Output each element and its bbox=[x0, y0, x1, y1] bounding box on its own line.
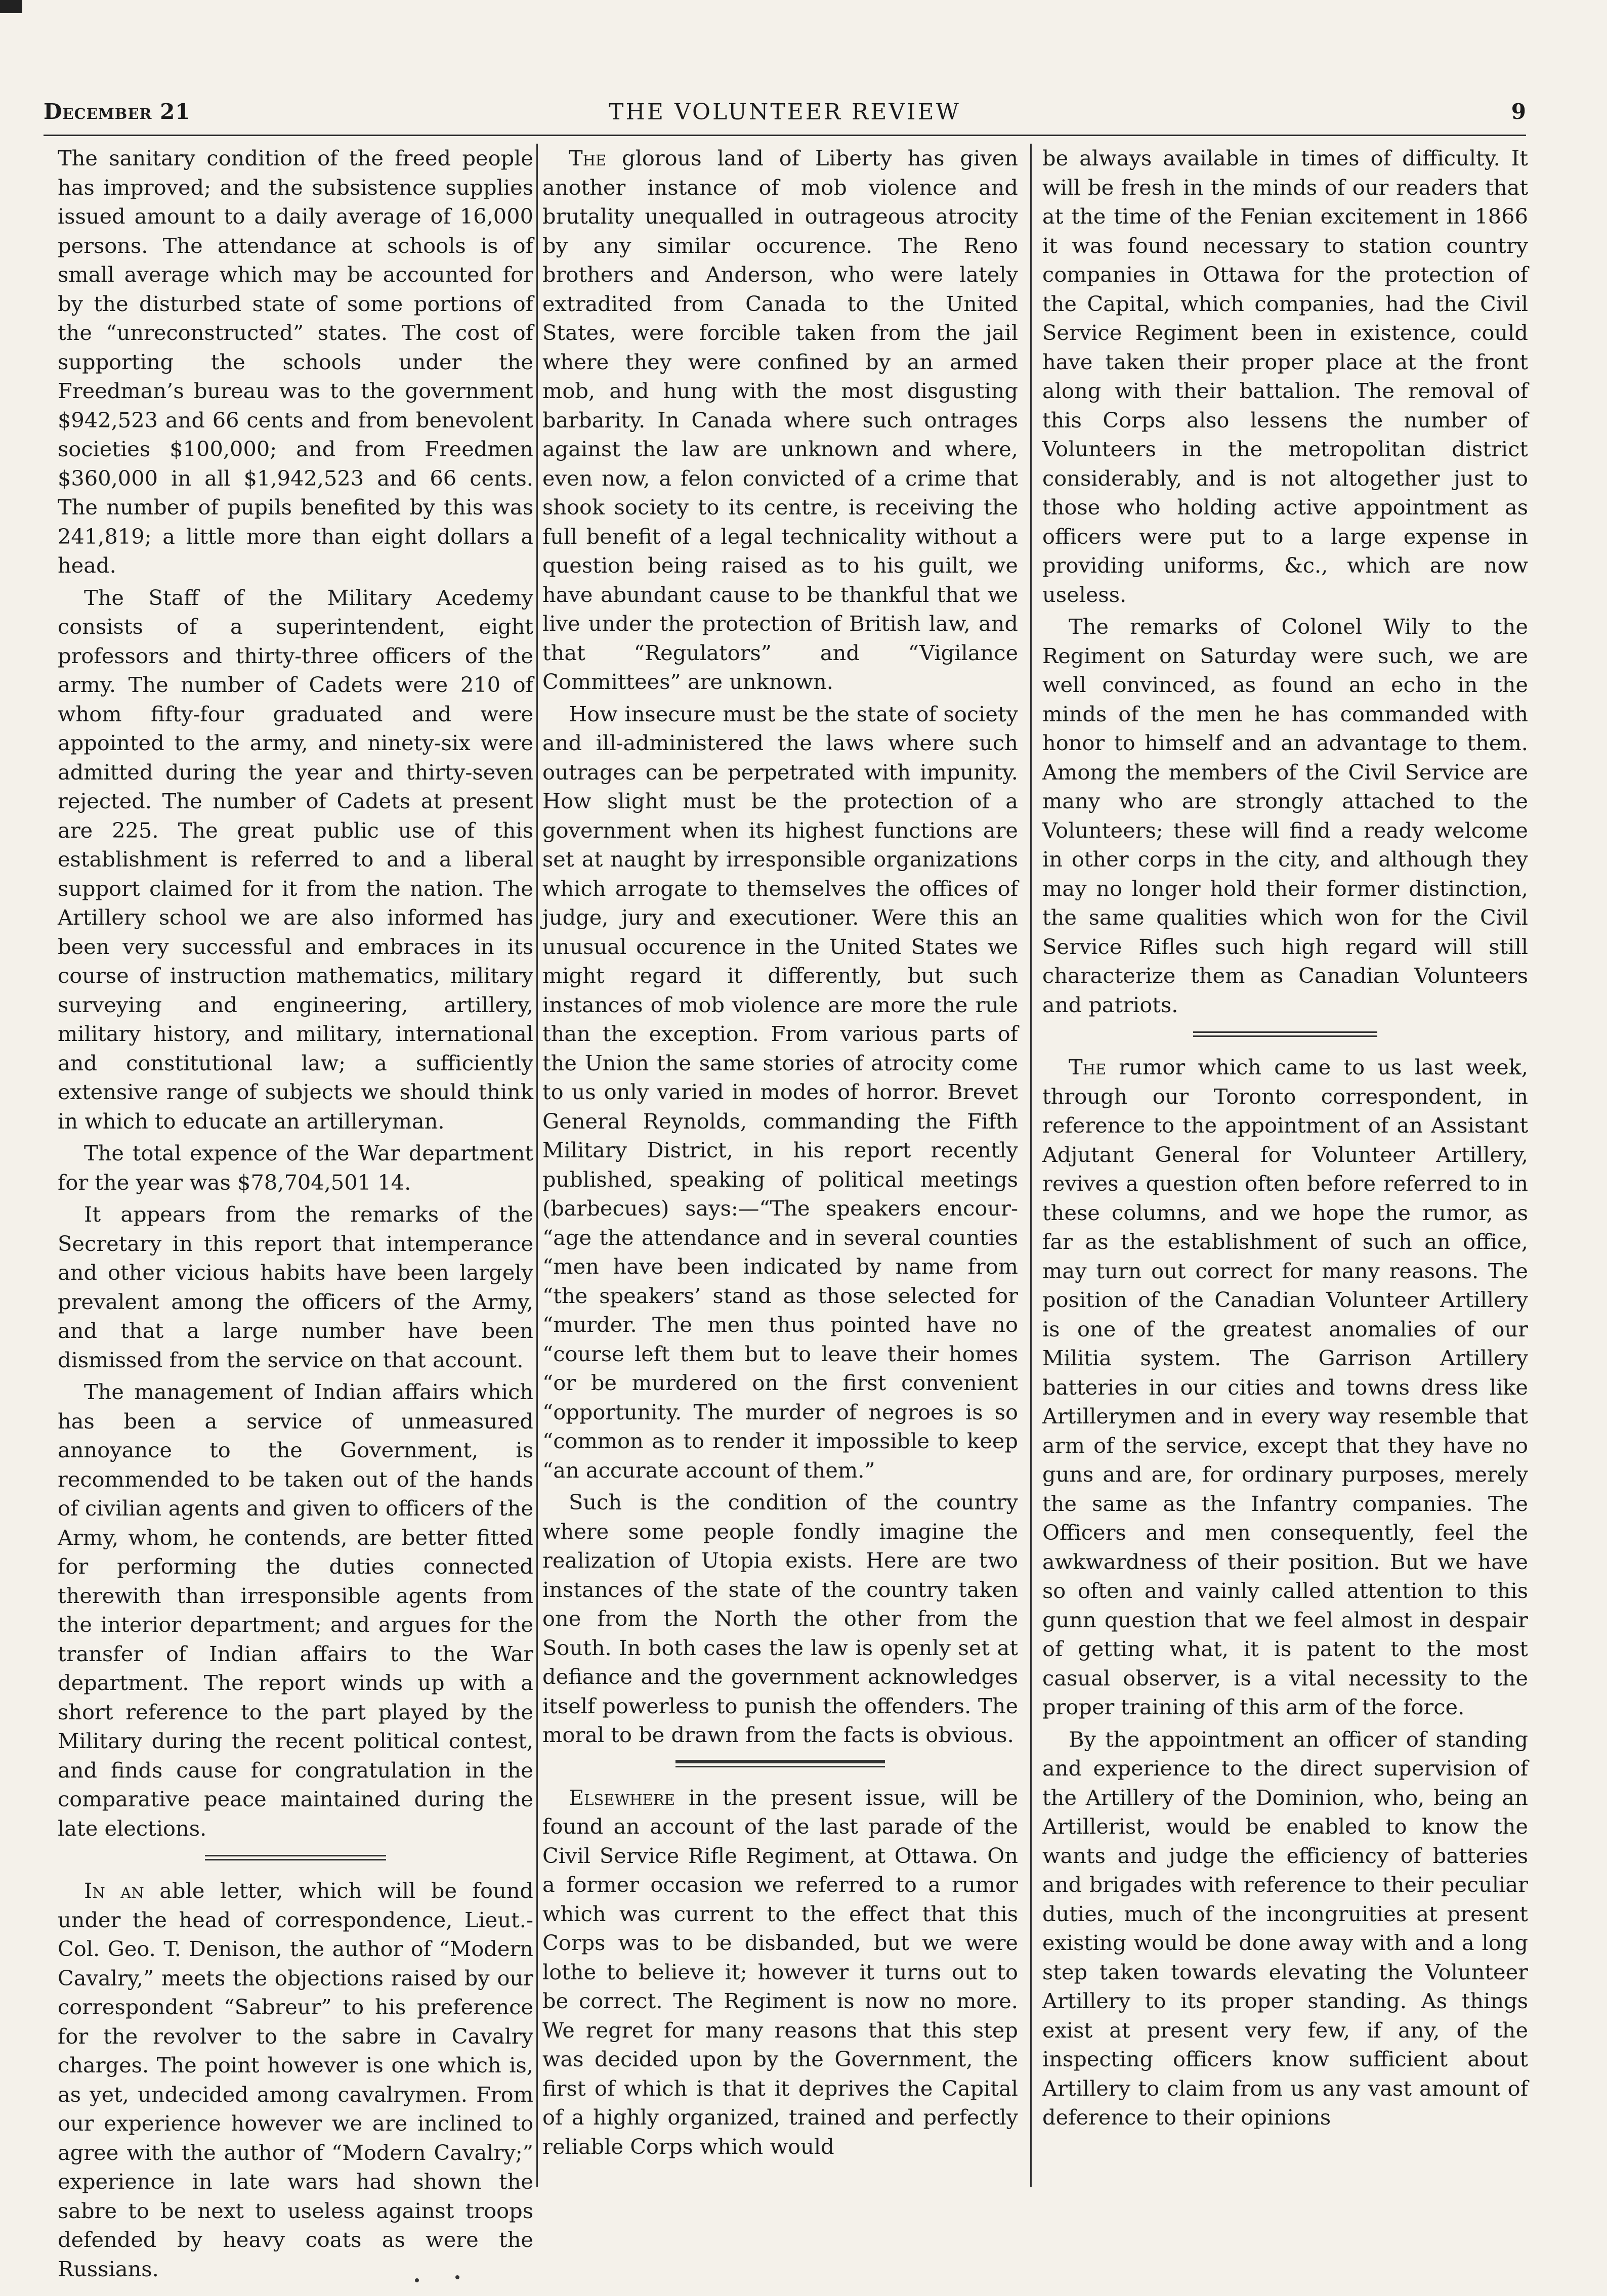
paragraph: be always available in times of difficulty. It will be fresh in the minds of our readers that at the time of the Fenian excitement in 1866 it was found necessary to station country companies in Ottawa for the protection of the Capital, which companies, had the Civil Service Regiment been in existence, could have taken their proper place at the front along with their battalion. The removal of this Corps also lessens the number of Volunteers in the metropolitan district considerably, and is not altogether just to those who holding active appointment as officers were put to a large expense in providing uniforms, &c., which are now useless. bbox=[1042, 146, 1528, 607]
section-divider bbox=[1042, 1028, 1528, 1042]
paragraph bbox=[542, 144, 1018, 697]
publication-title: THE VOLUNTEER REVIEW bbox=[609, 99, 961, 125]
column-3 bbox=[1042, 144, 1528, 2187]
lead-word: The bbox=[569, 146, 607, 170]
paragraph bbox=[58, 1876, 533, 2283]
paragraph: How insecure must be the state of society and ill-administered the laws where such outrages can be perpetrated with impunity. How slight must be the protection of a government when its highest functions are set at naught by irresponsible organizations which arrogate to themselves the offices of judge, jury and executioner. Were this an unusual occurence in the United States we might regard it differently, but such instances of mob violence are more the rule than the exception. From various parts of the Union the same stories of atrocity come to us only varied in modes of horror. Brevet General Reynolds, commanding the Fifth Military District, in his report recently published, speaking of political meetings (barbecues) says:—“The speakers encour- “age the attendance and in several counties “men have been indicated by name from “the speakers’ stand as those selected for “murder. The men thus pointed have no “course left them but to leave their homes “or be murdered on the first convenient “opportunity. The murder of negroes is so “common as to render it impossible to keep “an accurate account of them.” bbox=[542, 701, 1018, 1483]
paragraph: The total expence of the War department for the year was $78,704,501 14. bbox=[58, 1141, 533, 1195]
column-1 bbox=[58, 144, 533, 2281]
speck bbox=[455, 2275, 459, 2279]
paragraph: The management of Indian affairs which has been a service of unmeasured annoyance to the Government, is recommended to be taken out of the hands of civilian agents and given to officers of the Army, whom, he contends, are better fitted for performing the duties connected therewith than irresponsible agents from the interior department; and argues for the transfer of Indian affairs to the War department. The report winds up with a short reference to the part played by the Military during the recent political contest, and finds cause for congratulation in the comparative peace maintained during the late elections. bbox=[58, 1379, 533, 1841]
lead-word: The bbox=[1069, 1055, 1107, 1079]
paragraph: By the appointment an officer of standing and experience to the direct supervision of the Artillery of the Dominion, who, being an Artillerist, would be enabled to know the wants and judge the efficiency of batteries and brigades with reference to their peculiar duties, much of the incongruities at present existing would be done away with and a long step taken towards elevating the Volunteer Artillery to its proper standing. As things exist at present very few, if any, of the inspecting officers know sufficient about Artillery to claim from us any vast amount of deference to their opinions bbox=[1042, 1726, 1528, 2130]
page-header bbox=[44, 99, 1526, 136]
paragraph-text: rumor which came to us last week, through our Toronto correspondent, in reference to the appointment of an Assistant Adjutant General for Volunteer Artillery, revives a question often before referred to in these columns, and we hope the rumor, as far as the establishment of such an office, may turn out correct for many reasons. The position of the Canadian Volunteer Artillery is one of the greatest anomalies of our Militia system. The Garrison Artillery batteries in our cities and towns dress like Artillerymen and in every way resemble that arm of the service, except that they have no guns and are, for ordinary purposes, merely the same as the Infantry companies. The Officers and men consequently, feel the awkwardness of their position. But we have so often and vainly called attention to this gunn question that we feel almost in despair of getting what, it is patent to the most casual observer, is a vital necessity to the proper training of this arm of the force. bbox=[1042, 1055, 1528, 1719]
column-rule-2 bbox=[1030, 144, 1032, 2187]
paragraph: The remarks of Colonel Wily to the Regiment on Saturday were such, we are well convinced, as found an echo in the minds of the men he has commanded with honor to himself and an advantage to them. Among the members of the Civil Service are many who are strongly attached to the Volunteers; these will find a ready welcome in other corps in the city, and although they may no longer hold their former distinction, the same qualities which won for the Civil Service Rifles such high regard will still characterize them as Canadian Volunteers and patriots. bbox=[1042, 614, 1528, 1017]
speck bbox=[415, 2278, 419, 2282]
section-divider bbox=[58, 1852, 533, 1865]
column-rule-1 bbox=[536, 144, 538, 2187]
section-divider bbox=[542, 1759, 1018, 1772]
paragraph: The Staff of the Military Acedemy consists of a superintendent, eight professors and thirty-three officers of the army. The number of Cadets were 210 of whom fifty-four graduated and were appointed to the army, and ninety-six were admitted during the year and thirty-seven rejected. The number of Cadets at present are 225. The great public use of this establishment is referred to and a liberal support claimed for it from the nation. The Artillery school we are also informed has been very successful and embraces in its course of instruction mathematics, military surveying and engineering, artillery, military history, and military, international and constitutional law; a sufficiently extensive range of subjects we should think in which to educate an artilleryman. bbox=[58, 585, 533, 1134]
paragraph-text: able letter, which will be found under the head of correspondence, Lieut.-Col. Geo. T. Denison, the author of “Modern Cavalry,” meets the objections raised by our correspondent “Sabreur” to his preference for the revolver to the sabre in Cavalry charges. The point however is one which is, as yet, undecided among cavalrymen. From our experience however we are inclined to agree with the author of “Modern Cavalry;” experience in late wars had shown the sabre to be next to useless against troops defended by heavy coats as were the Russians. bbox=[58, 1878, 533, 2281]
issue-date: December 21 bbox=[44, 99, 191, 124]
lead-word: In an bbox=[84, 1878, 144, 1903]
paragraph-text: in the present issue, will be found an account of the last parade of the Civil Service Rifle Regiment, at Ottawa. On a former occasion we referred to a rumor which was current to the effect that this Corps was to be disbanded, but we were lothe to believe it; however it turns out to be correct. The Regiment is now no more. We regret for many reasons that this step was decided upon by the Government, the first of which is that it deprives the Capital of a highly organized, trained and perfectly reliable Corps which would bbox=[542, 1785, 1018, 2159]
page-number: 9 bbox=[1511, 99, 1526, 124]
paragraph bbox=[1042, 1053, 1528, 1722]
lead-word: Elsewhere bbox=[569, 1785, 675, 1810]
paragraph-text: glorous land of Liberty has given another instance of mob violence and brutality unequalled in outrageous atrocity by any similar occurence. The Reno brothers and Anderson, who were lately extradited from Canada to the United States, were forcible taken from the jail where they were confined by an armed mob, and hung with the most disgusting barbarity. In Canada where such ontrages against the law are unknown and where, even now, a felon convicted of a crime that shook society to its centre, is receiving the full benefit of a legal technicality without a question being raised as to his guilt, we have abundant cause to be thankful that we live under the protection of British law, and that “Regulators” and “Vigilance Committees” are unknown. bbox=[542, 146, 1018, 694]
paragraph: The sanitary condition of the freed people has improved; and the subsistence supplies issued amount to a daily average of 16,000 persons. The attendance at schools is of small average which may be accounted for by the disturbed state of some portions of the “unreconstructed” states. The cost of supporting the schools under the Freedman’s bureau was to the government $942,523 and 66 cents and from benevolent societies $100,000; and from Freedmen $360,000 in all $1,942,523 and 66 cents. The number of pupils benefited by this was 241,819; a little more than eight dollars a head. bbox=[58, 146, 533, 578]
paragraph: It appears from the remarks of the Secretary in this report that intemperance and other vicious habits have been largely prevalent among the officers of the Army, and that a large number have been dismissed from the service on that account. bbox=[58, 1202, 533, 1372]
scan-corner-mark bbox=[0, 0, 22, 13]
paragraph: Such is the condition of the country where some people fondly imagine the realization of Utopia exists. Here are two instances of the state of the country taken one from the North the other from the South. In both cases the law is openly set at defiance and the government acknowledges itself powerless to punish the offenders. The moral to be drawn from the facts is obvious. bbox=[542, 1490, 1018, 1747]
column-2 bbox=[542, 144, 1018, 2187]
paragraph bbox=[542, 1783, 1018, 2161]
print-specks bbox=[395, 2275, 496, 2285]
